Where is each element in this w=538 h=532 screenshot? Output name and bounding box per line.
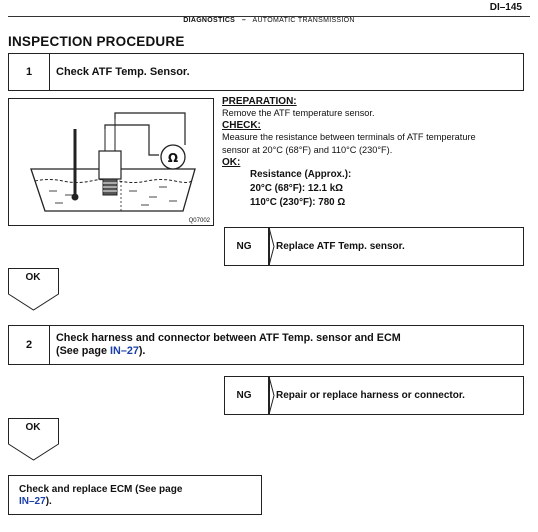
step2-ng-label: NG xyxy=(236,389,252,401)
step1-ng-action: Replace ATF Temp. sensor. xyxy=(276,240,405,252)
step2-title-box xyxy=(49,325,524,365)
step2-number-box xyxy=(8,325,50,365)
step1-title-box xyxy=(49,53,524,91)
header-subsection: AUTOMATIC TRANSMISSION xyxy=(252,17,355,24)
final-page-link[interactable]: IN–27 xyxy=(19,496,46,507)
step2-title-line2: (See page IN–27). xyxy=(56,345,146,357)
preparation-label: PREPARATION: xyxy=(222,96,297,107)
step1-ng-label: NG xyxy=(236,240,252,252)
final-action-text: Check and replace ECM (See page xyxy=(19,484,183,495)
final-action-box: Check and replace ECM (See page IN–27). xyxy=(8,475,262,515)
step1-ok-result: OK xyxy=(25,272,41,283)
resistance-value-2: 110°C (230°F): 780 Ω xyxy=(250,197,346,208)
header-dash: – xyxy=(241,17,247,24)
resistance-title: Resistance (Approx.): xyxy=(250,169,352,180)
resistance-spec xyxy=(222,168,532,210)
atf-sensor-illustration xyxy=(9,99,213,225)
check-text-line2: sensor at 20°C (68°F) and 110°C (230°F). xyxy=(222,145,393,155)
ok-label: OK: xyxy=(222,157,241,168)
step1-title: Check ATF Temp. Sensor. xyxy=(56,65,190,78)
page-title: INSPECTION PROCEDURE xyxy=(8,34,185,49)
preparation-text: Remove the ATF temperature sensor. xyxy=(222,108,375,118)
sensor-figure xyxy=(8,98,214,226)
header-section: DIAGNOSTICS xyxy=(183,17,236,24)
resistance-value-1: 20°C (68°F): 12.1 kΩ xyxy=(250,183,344,194)
running-header xyxy=(0,17,538,24)
check-label: CHECK: xyxy=(222,120,261,131)
step1-instructions xyxy=(222,96,532,210)
step2-title-line1: Check harness and connector between ATF Temp. sensor and ECM xyxy=(56,332,401,344)
step2-ok-result: OK xyxy=(25,422,41,433)
check-text-line1: Measure the resistance between terminals of ATF temperature xyxy=(222,132,476,142)
ohm-symbol: Ω xyxy=(167,151,179,165)
step1-number: 1 xyxy=(25,66,33,78)
figure-code: Q07002 xyxy=(188,218,210,224)
step1-number-box xyxy=(8,53,50,91)
step2-page-link[interactable]: IN–27 xyxy=(110,345,139,357)
page-number: DI–145 xyxy=(489,2,522,13)
step2-ng-action: Repair or replace harness or connector. xyxy=(276,389,465,401)
step2-number: 2 xyxy=(25,339,33,351)
